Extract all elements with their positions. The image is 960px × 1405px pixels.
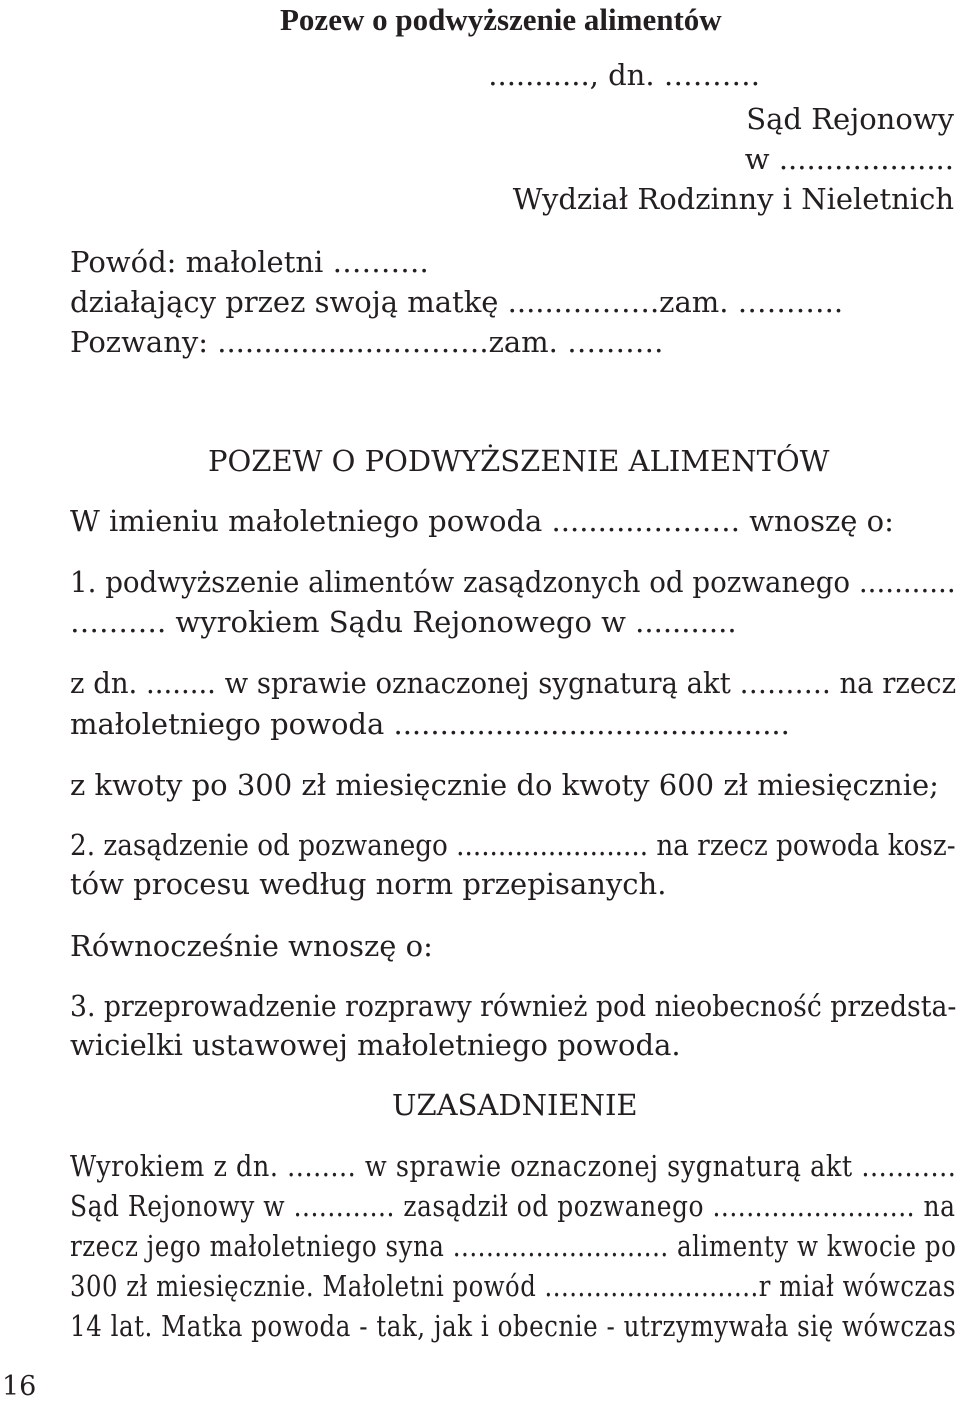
request-1-line-3: z dn. ........ w sprawie oznaczonej sygnaturą akt ………. na rzecz — [70, 666, 957, 700]
representative-line: działający przez swoją matkę ......……….zam. ……….. — [70, 285, 844, 319]
request-1-line-1: 1. podwyższenie alimentów zasądzonych od pozwanego ........... — [70, 565, 956, 599]
defendant-line: Pozwany: ...................……….zam. ………. — [70, 325, 664, 359]
court-name: Sąd Rejonowy — [746, 102, 954, 136]
request-2-line-2: tów procesu według norm przepisanych. — [70, 867, 667, 901]
request-3-line-2: wicielki ustawowej małoletniego powoda. — [70, 1028, 681, 1062]
request-1-line-2: ………. wyrokiem Sądu Rejonowego w ........... — [70, 605, 737, 639]
justification-line-5: 14 lat. Matka powoda - tak, jak i obecnie - utrzymywała się wówczas — [70, 1309, 957, 1343]
justification-line-1: Wyrokiem z dn. ........ w sprawie oznaczonej sygnaturą akt ........... — [70, 1149, 957, 1183]
also-request-line: Równocześnie wnoszę o: — [70, 929, 433, 963]
justification-line-2: Sąd Rejonowy w ............ zasądził od pozwanego ........................ na — [70, 1189, 956, 1223]
place-date: ..........., dn. ………. — [488, 58, 760, 92]
request-1-line-5: z kwoty po 300 zł miesięcznie do kwoty 600 zł miesięcznie; — [70, 768, 939, 802]
justification-line-4: 300 zł miesięcznie. Małoletni powód ..........................r miał wówczas — [70, 1269, 956, 1303]
court-division: Wydział Rodzinny i Nieletnich — [512, 182, 954, 216]
request-2-line-1: 2. zasądzenie od pozwanego ....................... na rzecz powoda kosz- — [70, 828, 956, 862]
plaintiff-line: Powód: małoletni ………. — [70, 245, 429, 279]
page-title: Pozew o podwyższenie alimentów — [280, 2, 722, 37]
request-3-line-1: 3. przeprowadzenie rozprawy również pod nieobecność przedsta- — [70, 989, 957, 1023]
request-1-line-4: małoletniego powoda ........................................... — [70, 707, 790, 741]
court-city: w ................... — [744, 142, 954, 176]
page-number: 16 — [2, 1371, 37, 1402]
section-heading: POZEW O PODWYŻSZENIE ALIMENTÓW — [208, 444, 830, 478]
justification-line-3: rzecz jego małoletniego syna .......................... alimenty w kwocie po — [70, 1229, 957, 1263]
intro-line: W imieniu małoletniego powoda ..........………. wnoszę o: — [70, 504, 894, 538]
justification-heading: UZASADNIENIE — [392, 1088, 638, 1122]
